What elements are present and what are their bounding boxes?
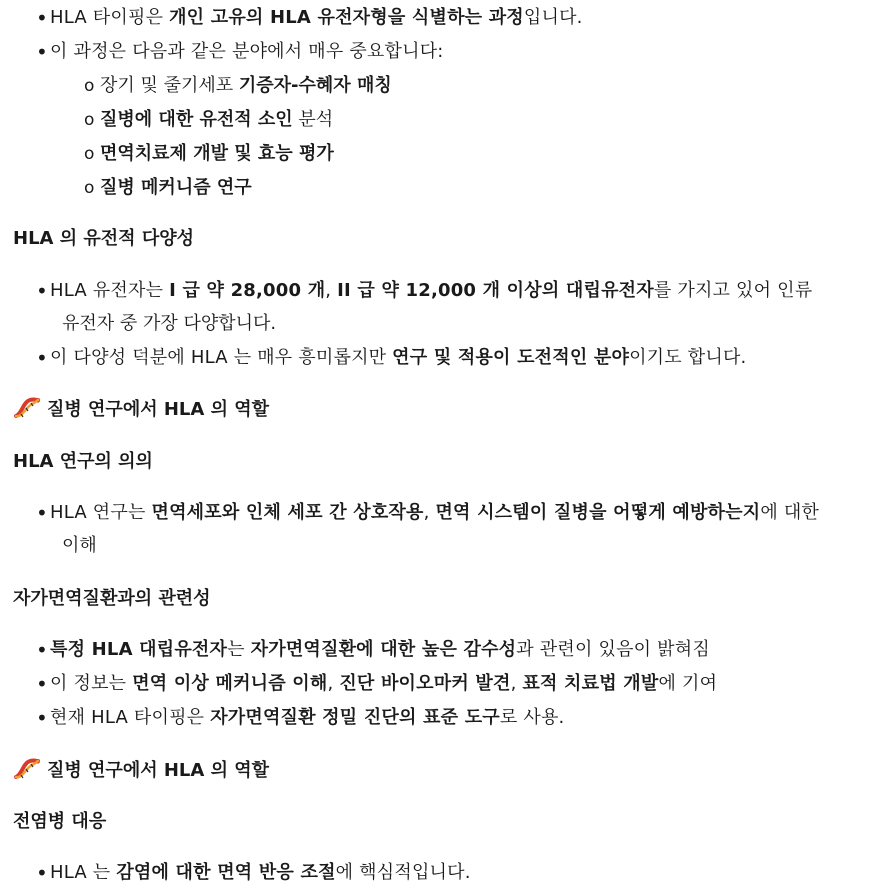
bullet-text <box>50 278 812 304</box>
text-segment: , <box>510 673 523 694</box>
text-segment: HLA 유전자는 <box>50 280 170 301</box>
bullet-continuation: 유전자 중 가장 다양합니다. <box>62 313 277 334</box>
text-segment: HLA 는 <box>50 862 117 883</box>
text-segment: , <box>327 673 340 694</box>
bullet-dot: • <box>36 279 48 303</box>
sub-bullet-text <box>100 73 392 99</box>
dna-icon <box>13 396 41 420</box>
bold-text-segment: 질병에 대한 유전적 소인 <box>100 109 293 130</box>
bullet-text <box>50 500 819 526</box>
text-segment: 분석 <box>292 109 334 130</box>
bold-text-segment: 진단 바이오마커 발견 <box>339 673 511 694</box>
bullet-dot: • <box>36 638 48 662</box>
bullet-dot: • <box>36 6 48 30</box>
text-segment: 이 다양성 덕분에 HLA 는 매우 흥미롭지만 <box>50 347 393 368</box>
bold-text-segment: II 급 약 12,000 개 이상의 대립유전자 <box>337 280 654 301</box>
sub-bullet-circle: o <box>84 144 95 164</box>
role-heading-2 <box>13 757 269 784</box>
sub-bullet-circle: o <box>84 76 95 96</box>
text-segment: 에 핵심적입니다. <box>335 862 471 883</box>
bullet-continuation: 이해 <box>62 535 97 556</box>
bold-text-segment: 면역치료제 개발 및 효능 평가 <box>100 143 334 164</box>
text-segment: 과 관련이 있음이 밝혀짐 <box>516 639 710 660</box>
text-segment: 를 가지고 있어 인류 <box>653 280 813 301</box>
bold-text-segment: 면역 이상 메커니즘 이해 <box>132 673 328 694</box>
text-segment: 에 기여 <box>658 673 718 694</box>
role-heading-text: 질병 연구에서 HLA 의 역할 <box>47 399 270 420</box>
text-segment: HLA 연구는 <box>50 502 152 523</box>
sub-bullet-circle: o <box>84 110 95 130</box>
dna-icon <box>13 757 41 781</box>
text-segment: , <box>325 280 338 301</box>
bullet-text <box>50 860 471 886</box>
text-segment: 이기도 합니다. <box>629 347 747 368</box>
text-segment: HLA 타이핑은 <box>50 7 170 28</box>
text-segment: 에 대한 <box>760 502 820 523</box>
bold-text-segment: 감염에 대한 면역 반응 조절 <box>116 862 336 883</box>
text-segment: 현재 HLA 타이핑은 <box>50 707 211 728</box>
bullet-dot: • <box>36 672 48 696</box>
autoimmune-heading: 자가면역질환과의 관련성 <box>13 588 211 609</box>
bold-text-segment: 기증자-수혜자 매칭 <box>238 75 392 96</box>
infection-heading: 전염병 대응 <box>13 811 107 832</box>
role-heading-text: 질병 연구에서 HLA 의 역할 <box>47 760 270 781</box>
bullet-dot: • <box>36 346 48 370</box>
bullet-text <box>50 5 583 31</box>
text-segment: 이 정보는 <box>50 673 133 694</box>
bold-text-segment: 연구 및 적용이 도전적인 분야 <box>392 347 630 368</box>
text-segment: , <box>423 502 436 523</box>
bullet-dot: • <box>36 706 48 730</box>
diversity-heading: HLA 의 유전적 다양성 <box>13 228 194 249</box>
significance-heading: HLA 연구의 의의 <box>13 451 153 472</box>
bold-text-segment: 개인 고유의 HLA 유전자형을 식별하는 과정 <box>169 7 524 28</box>
bold-text-segment: 질병 메커니즘 연구 <box>100 177 252 198</box>
bullet-dot: • <box>36 861 48 885</box>
bullet-text <box>50 637 710 663</box>
bullet-text <box>50 705 564 731</box>
text-segment: 는 <box>227 639 251 660</box>
text-segment: 이 과정은 다음과 같은 분야에서 매우 중요합니다: <box>50 41 444 62</box>
sub-bullet-text <box>100 175 252 201</box>
sub-bullet-text <box>100 141 334 167</box>
bold-text-segment: I 급 약 28,000 개 <box>169 280 326 301</box>
bullet-dot: • <box>36 501 48 525</box>
bullet-dot: • <box>36 40 48 64</box>
text-segment: 로 사용. <box>499 707 565 728</box>
bullet-text <box>50 39 444 65</box>
sub-bullet-text <box>100 107 333 133</box>
text-segment: 입니다. <box>523 7 583 28</box>
role-heading-1 <box>13 396 269 423</box>
bold-text-segment: 자가면역질환에 대한 높은 감수성 <box>250 639 517 660</box>
bold-text-segment: 표적 치료법 개발 <box>522 673 659 694</box>
bold-text-segment: 면역 시스템이 질병을 어떻게 예방하는지 <box>435 502 761 523</box>
bullet-text <box>50 345 746 371</box>
sub-bullet-circle: o <box>84 178 95 198</box>
bold-text-segment: 특정 HLA 대립유전자 <box>50 639 228 660</box>
bold-text-segment: 면역세포와 인체 세포 간 상호작용 <box>151 502 424 523</box>
bold-text-segment: 자가면역질환 정밀 진단의 표준 도구 <box>210 707 500 728</box>
text-segment: 장기 및 줄기세포 <box>100 75 239 96</box>
bullet-text <box>50 671 717 697</box>
